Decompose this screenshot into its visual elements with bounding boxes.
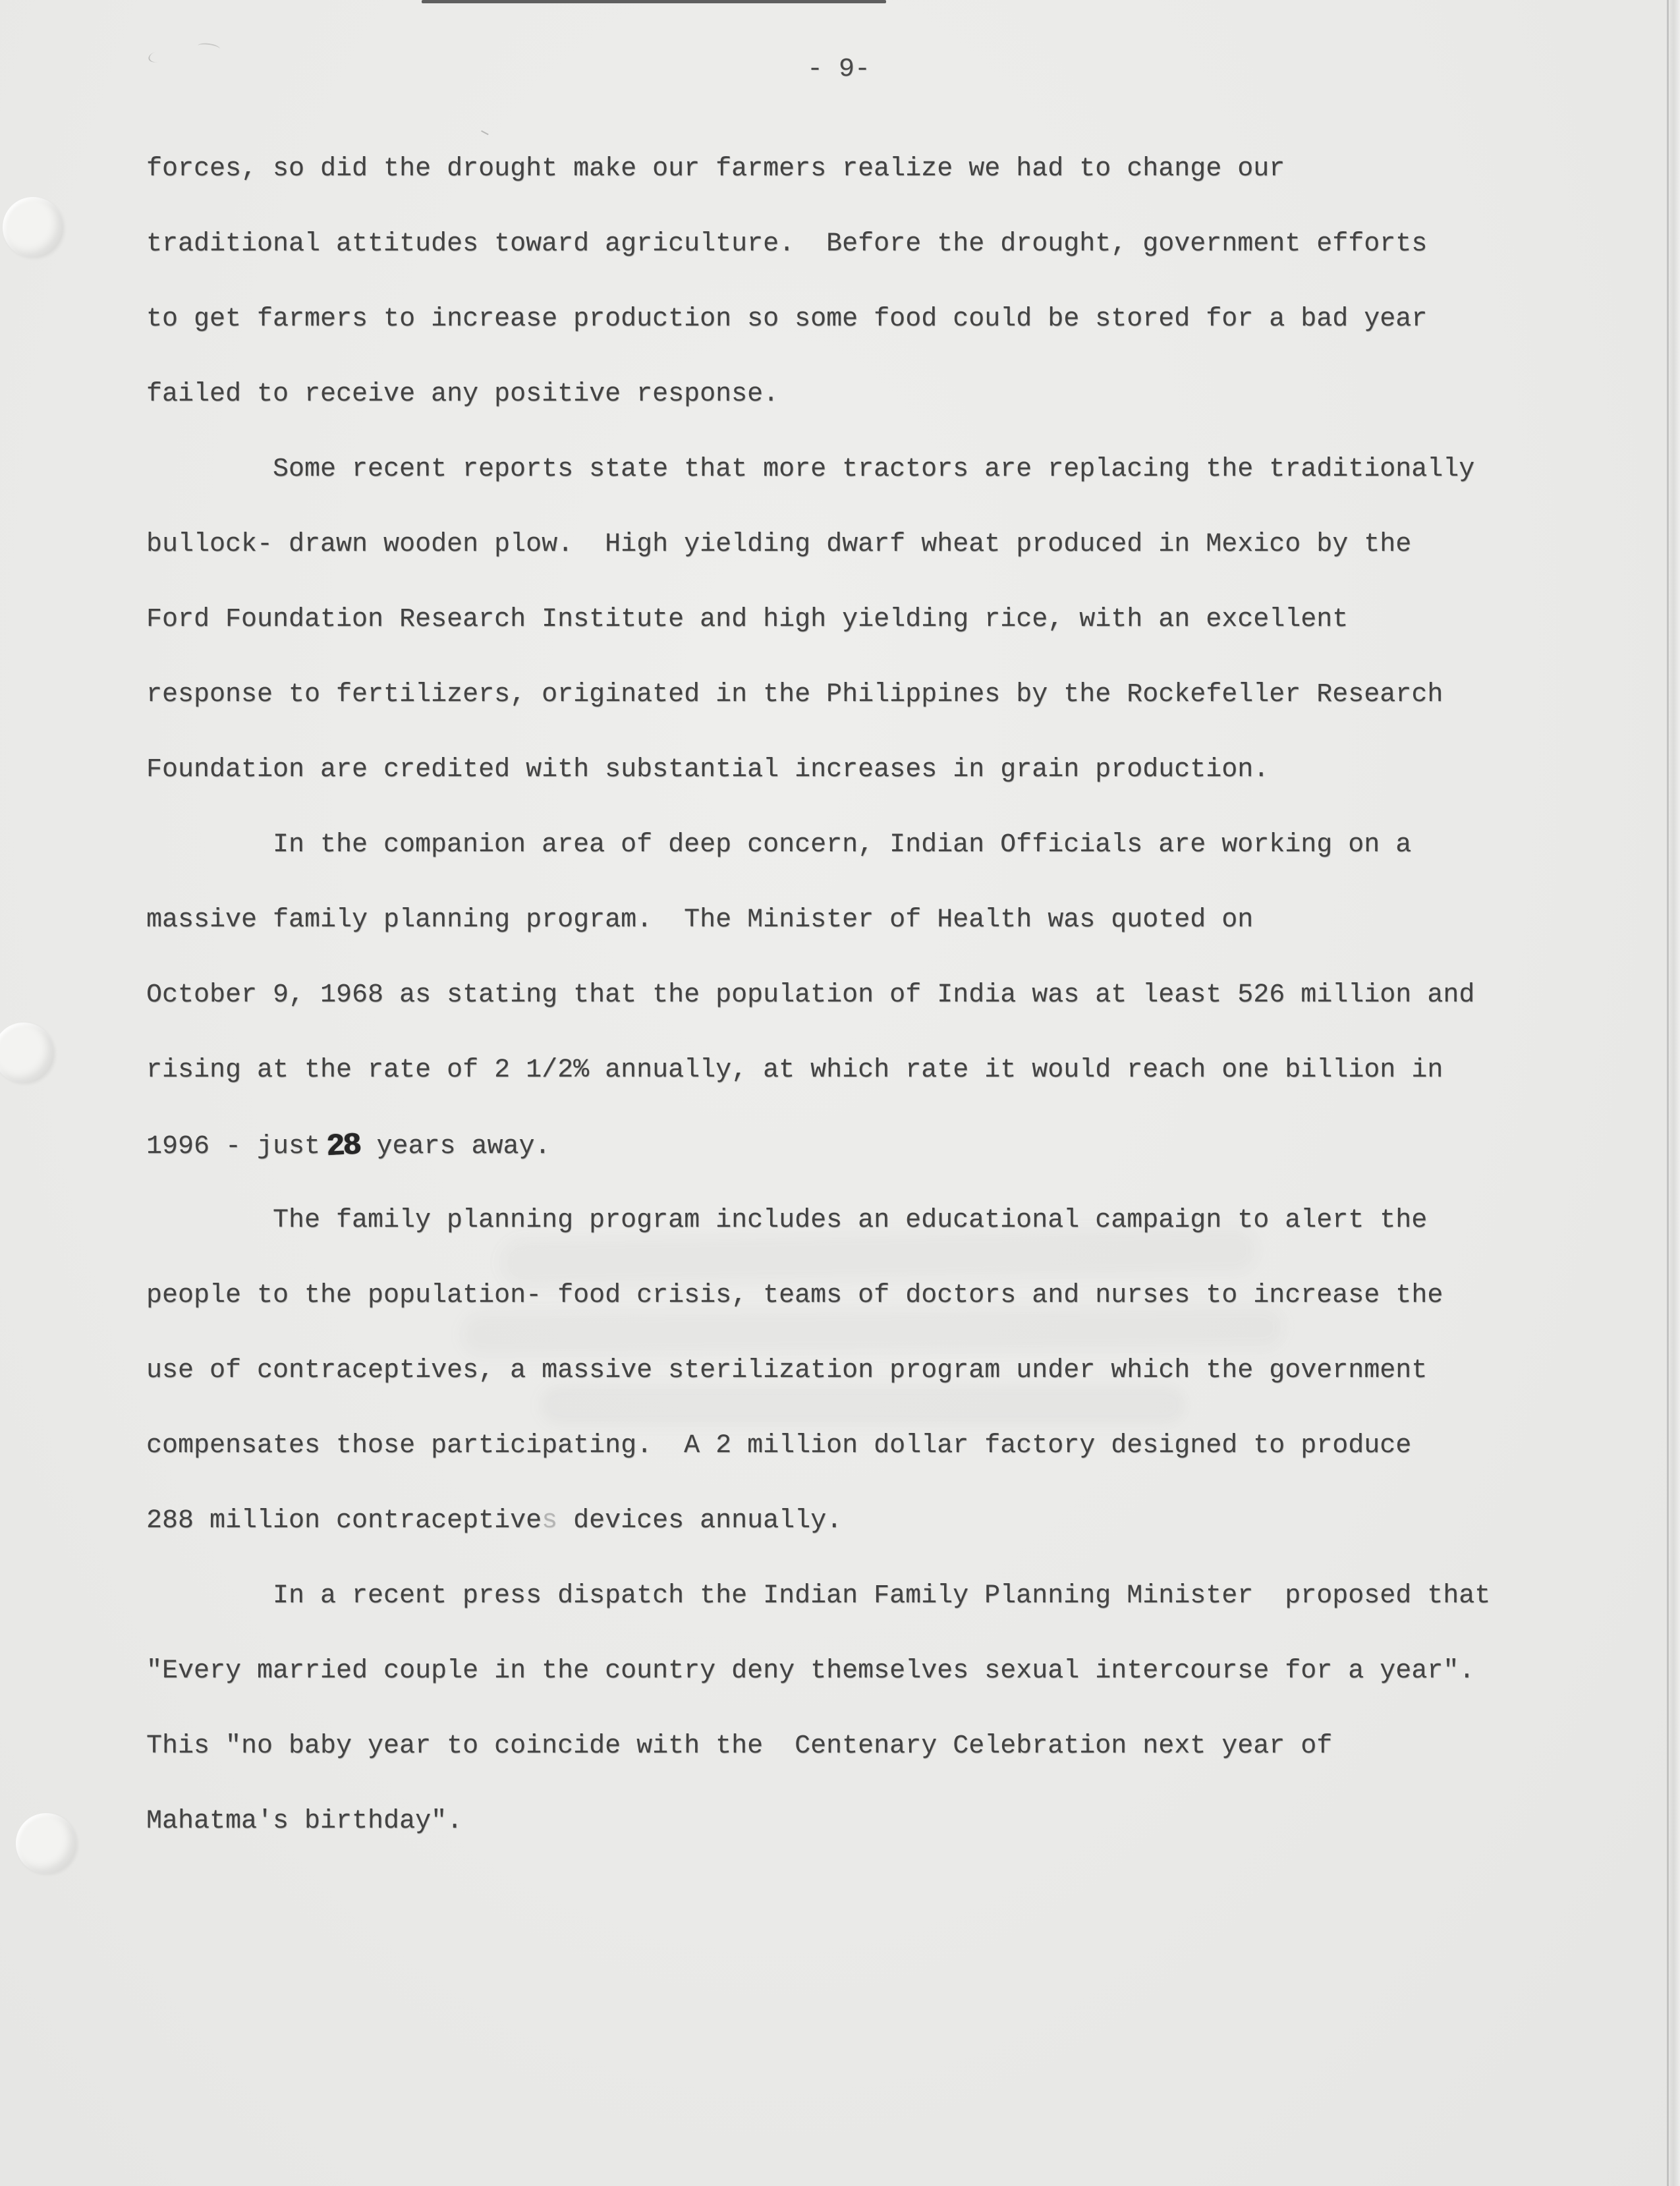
text-line: compensates those participating. A 2 million dollar factory designed to produce [146, 1431, 1412, 1461]
text-line: Mahatma's birthday". [146, 1807, 463, 1836]
handwritten-correction: 28 [325, 1128, 360, 1165]
paragraph-3 [146, 808, 1490, 1183]
text-segment: devices annually. [557, 1506, 843, 1536]
punch-hole-top [3, 197, 63, 258]
text-line: failed to receive any positive response. [146, 379, 779, 409]
erased-character: s [542, 1506, 558, 1536]
text-line: The family planning program includes an educational campaign to alert the [273, 1206, 1428, 1235]
text-line: people to the population- food crisis, teams of doctors and nurses to increase the [146, 1281, 1443, 1310]
text-line: In a recent press dispatch the Indian Family Planning Minister proposed that [273, 1581, 1491, 1611]
text-line: Foundation are credited with substantial increases in grain production. [146, 755, 1270, 785]
paragraph-4 [146, 1183, 1490, 1559]
scan-smudge [147, 49, 167, 65]
punch-hole-middle [0, 1023, 54, 1083]
text-line: use of contraceptives, a massive sterilization program under which the government [146, 1356, 1428, 1386]
paragraph-1 [146, 132, 1490, 432]
page-number: - 9- [807, 55, 871, 84]
text-line: massive family planning program. The Minister of Health was quoted on [146, 905, 1254, 935]
text-segment: 288 million contraceptive [146, 1506, 542, 1536]
scan-artifact-right-shade [1668, 0, 1680, 2186]
text-line: This "no baby year to coincide with the Centenary Celebration next year of [146, 1731, 1333, 1761]
text-line: Some recent reports state that more tractors are replacing the traditionally [273, 455, 1475, 484]
text-line: forces, so did the drought make our farmers realize we had to change our [146, 154, 1285, 184]
text-line: to get farmers to increase production so some food could be stored for a bad year [146, 304, 1428, 334]
text-line: bullock- drawn wooden plow. High yielding dwarf wheat produced in Mexico by the [146, 530, 1412, 559]
text-line: October 9, 1968 as stating that the population of India was at least 526 million and [146, 980, 1475, 1010]
scan-artifact-top-line [422, 0, 886, 3]
paragraph-5 [146, 1559, 1490, 1859]
text-line: Ford Foundation Research Institute and high yielding rice, with an excellent [146, 605, 1349, 634]
scan-artifact-right-edge-line [1667, 0, 1669, 2186]
text-line: traditional attitudes toward agriculture. Before the drought, government efforts [146, 229, 1428, 259]
text-line: In the companion area of deep concern, Indian Officials are working on a [273, 830, 1412, 860]
text-segment: years away. [360, 1132, 551, 1162]
document-body [146, 132, 1490, 1859]
text-segment: 1996 - just [146, 1132, 321, 1162]
text-line: rising at the rate of 2 1/2% annually, at which rate it would reach one billion in [146, 1055, 1443, 1085]
scan-smudge [197, 42, 220, 53]
text-line: response to fertilizers, originated in the Philippines by the Rockefeller Research [146, 680, 1443, 710]
text-line-with-correction [146, 1108, 1490, 1183]
text-line-with-erasure [146, 1484, 1490, 1559]
paragraph-2 [146, 432, 1490, 808]
punch-hole-bottom [16, 1813, 76, 1874]
text-line: "Every married couple in the country deny themselves sexual intercourse for a year". [146, 1656, 1475, 1686]
